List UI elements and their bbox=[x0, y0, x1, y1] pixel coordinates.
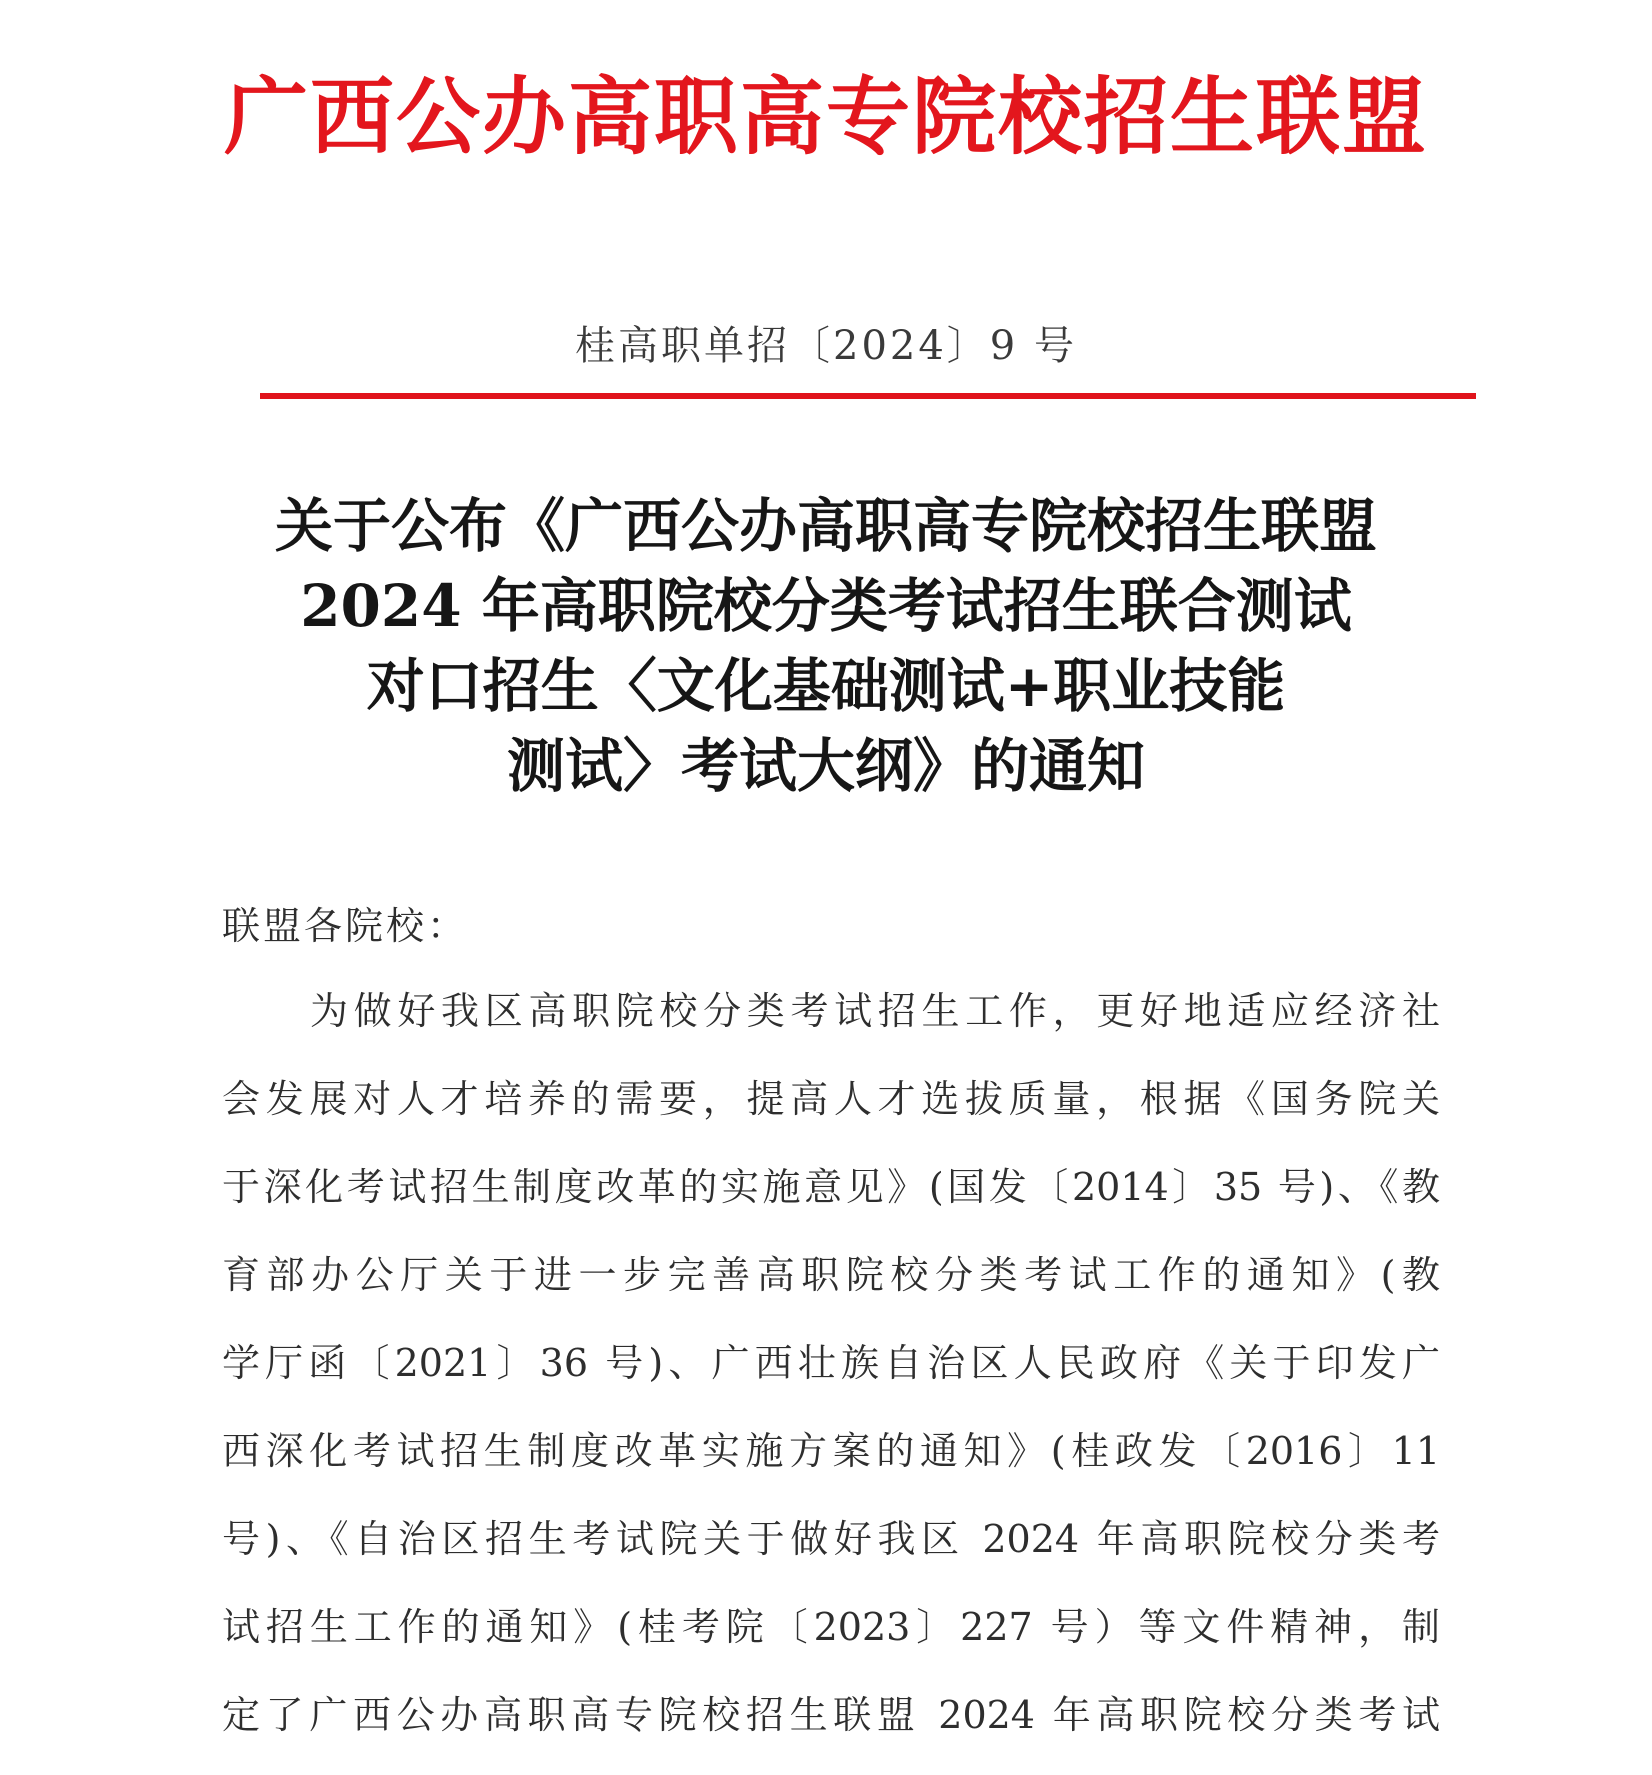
body-line: 会发展对人才培养的需要，提高人才选拔质量，根据《国务院关 bbox=[222, 1077, 1440, 1121]
body-line: 试招生工作的通知》(桂考院〔2023〕227 号）等文件精神，制 bbox=[222, 1605, 1440, 1649]
body-line: 学厅函〔2021〕36 号)、广西壮族自治区人民政府《关于印发广 bbox=[222, 1341, 1440, 1385]
body-line: 西深化考试招生制度改革实施方案的通知》(桂政发〔2016〕11 bbox=[222, 1429, 1440, 1473]
title-line: 2024 年高职院校分类考试招生联合测试 bbox=[300, 572, 1352, 640]
notice-title bbox=[200, 486, 1452, 806]
salutation: 联盟各院校： bbox=[222, 904, 469, 948]
document-number: 桂高职单招〔2024〕9 号 bbox=[575, 323, 1077, 369]
body-line: 定了广西公办高职高专院校招生联盟 2024 年高职院校分类考试 bbox=[222, 1693, 1440, 1737]
title-line: 对口招生〈文化基础测试+职业技能 bbox=[366, 652, 1286, 720]
title-line: 关于公布《广西公办高职高专院校招生联盟 bbox=[274, 492, 1377, 560]
notice-body bbox=[222, 983, 1440, 1775]
body-line: 于深化考试招生制度改革的实施意见》(国发〔2014〕35 号)、《教 bbox=[222, 1165, 1440, 1209]
body-line: 育部办公厅关于进一步完善高职院校分类考试工作的通知》(教 bbox=[222, 1253, 1440, 1297]
body-line: 号)、《自治区招生考试院关于做好我区 2024 年高职院校分类考 bbox=[222, 1517, 1440, 1561]
body-line: 为做好我区高职院校分类考试招生工作，更好地适应经济社 bbox=[310, 989, 1440, 1033]
red-divider-line bbox=[260, 393, 1476, 399]
organization-header: 广西公办高职高专院校招生联盟 bbox=[223, 68, 1428, 166]
title-line: 测试〉考试大纲》的通知 bbox=[506, 732, 1145, 800]
